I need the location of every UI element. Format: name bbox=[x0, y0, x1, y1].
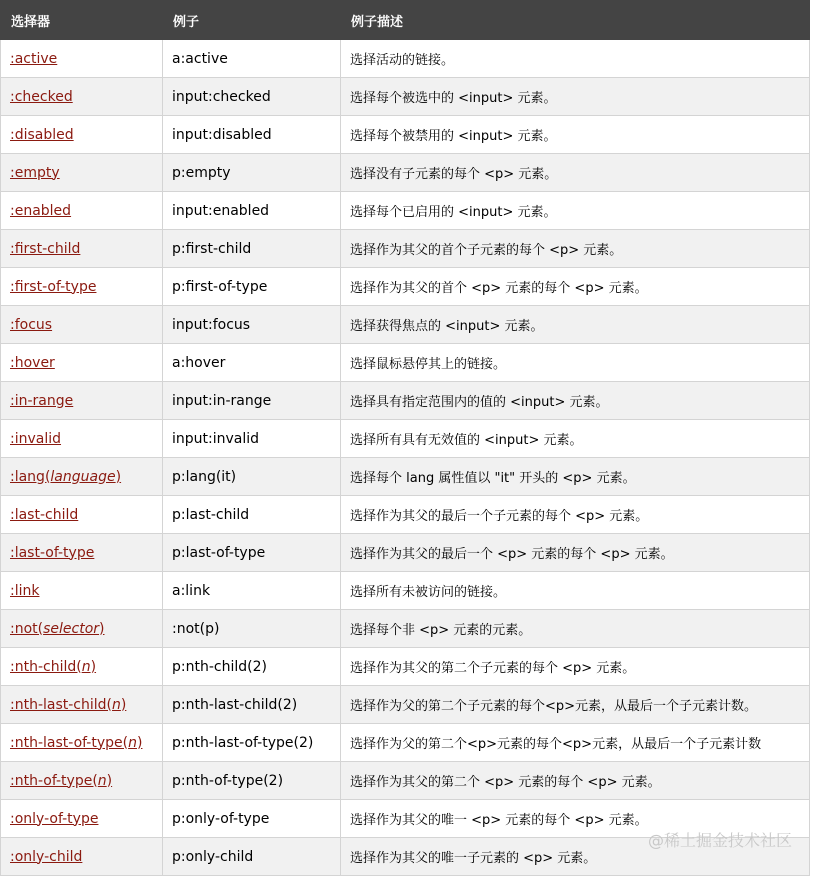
selector-link[interactable] bbox=[10, 469, 121, 485]
selector-close-paren: ) bbox=[90, 658, 97, 675]
selector-cell bbox=[1, 838, 163, 876]
selector-name: :checked bbox=[10, 88, 73, 105]
description-cell: 选择作为其父的第二个 <p> 元素的每个 <p> 元素。 bbox=[341, 762, 810, 800]
selector-cell bbox=[1, 458, 163, 496]
example-cell: input:invalid bbox=[163, 420, 341, 458]
description-cell: 选择作为其父的唯一 <p> 元素的每个 <p> 元素。 bbox=[341, 800, 810, 838]
table-row bbox=[1, 610, 810, 648]
selector-link[interactable] bbox=[10, 773, 112, 789]
selector-cell bbox=[1, 116, 163, 154]
selector-link[interactable] bbox=[10, 279, 96, 295]
description-cell: 选择作为父的第二个<p>元素的每个<p>元素，从最后一个子元素计数 bbox=[341, 724, 810, 762]
selector-close-paren: ) bbox=[136, 734, 143, 751]
description-cell: 选择鼠标悬停其上的链接。 bbox=[341, 344, 810, 382]
selector-cell bbox=[1, 420, 163, 458]
selector-link[interactable] bbox=[10, 659, 96, 675]
description-cell: 选择获得焦点的 <input> 元素。 bbox=[341, 306, 810, 344]
selector-name: :first-of-type bbox=[10, 278, 97, 295]
selector-cell bbox=[1, 610, 163, 648]
example-cell: p:nth-of-type(2) bbox=[163, 762, 341, 800]
selector-cell bbox=[1, 40, 163, 78]
description-cell: 选择每个已启用的 <input> 元素。 bbox=[341, 192, 810, 230]
selector-link[interactable] bbox=[10, 811, 98, 827]
example-cell: p:only-of-type bbox=[163, 800, 341, 838]
table-row bbox=[1, 534, 810, 572]
selector-link[interactable] bbox=[10, 507, 78, 523]
selector-argument: n bbox=[128, 734, 137, 751]
example-cell: p:empty bbox=[163, 154, 341, 192]
example-cell: p:lang(it) bbox=[163, 458, 341, 496]
selector-close-paren: ) bbox=[115, 468, 122, 485]
selector-link[interactable] bbox=[10, 545, 94, 561]
selector-link[interactable] bbox=[10, 203, 71, 219]
selector-argument: n bbox=[97, 772, 107, 789]
table-row bbox=[1, 116, 810, 154]
selector-close-paren: ) bbox=[106, 772, 113, 789]
selector-name: :link bbox=[10, 582, 40, 599]
selector-cell bbox=[1, 344, 163, 382]
selector-name: :last-of-type bbox=[10, 544, 95, 561]
selector-cell bbox=[1, 496, 163, 534]
selector-name: :last-child bbox=[10, 506, 79, 523]
description-cell: 选择活动的链接。 bbox=[341, 40, 810, 78]
selector-link[interactable] bbox=[10, 127, 74, 143]
description-cell: 选择所有具有无效值的 <input> 元素。 bbox=[341, 420, 810, 458]
header-example: 例子 bbox=[163, 1, 341, 40]
table-row bbox=[1, 78, 810, 116]
selector-name: :hover bbox=[10, 354, 55, 371]
example-cell: p:nth-last-of-type(2) bbox=[163, 724, 341, 762]
table-row bbox=[1, 648, 810, 686]
selector-name: :nth-last-child( bbox=[10, 696, 113, 713]
table-row bbox=[1, 40, 810, 78]
description-cell: 选择每个非 <p> 元素的元素。 bbox=[341, 610, 810, 648]
selector-name: :enabled bbox=[10, 202, 72, 219]
selector-link[interactable] bbox=[10, 735, 142, 751]
table-header-row bbox=[1, 1, 810, 40]
selector-name: :not( bbox=[10, 620, 44, 637]
selector-argument: selector bbox=[43, 620, 100, 637]
description-cell: 选择作为其父的首个 <p> 元素的每个 <p> 元素。 bbox=[341, 268, 810, 306]
selector-cell bbox=[1, 268, 163, 306]
example-cell: input:enabled bbox=[163, 192, 341, 230]
example-cell: a:active bbox=[163, 40, 341, 78]
example-cell: a:link bbox=[163, 572, 341, 610]
selector-link[interactable] bbox=[10, 241, 80, 257]
table-row bbox=[1, 686, 810, 724]
table-row bbox=[1, 268, 810, 306]
example-cell: p:nth-last-child(2) bbox=[163, 686, 341, 724]
example-cell: :not(p) bbox=[163, 610, 341, 648]
selector-link[interactable] bbox=[10, 393, 73, 409]
example-cell: input:checked bbox=[163, 78, 341, 116]
selector-cell bbox=[1, 648, 163, 686]
table-row bbox=[1, 306, 810, 344]
selector-link[interactable] bbox=[10, 697, 126, 713]
table-row bbox=[1, 420, 810, 458]
description-cell: 选择具有指定范围内的值的 <input> 元素。 bbox=[341, 382, 810, 420]
table-row bbox=[1, 382, 810, 420]
example-cell: input:disabled bbox=[163, 116, 341, 154]
selector-name: :lang( bbox=[10, 468, 51, 485]
description-cell: 选择每个被禁用的 <input> 元素。 bbox=[341, 116, 810, 154]
selector-argument: n bbox=[81, 658, 91, 675]
selector-cell bbox=[1, 534, 163, 572]
selector-cell bbox=[1, 230, 163, 268]
selector-link[interactable] bbox=[10, 431, 61, 447]
header-selector: 选择器 bbox=[1, 1, 163, 40]
table-row bbox=[1, 496, 810, 534]
selector-name: :nth-last-of-type( bbox=[10, 734, 129, 751]
selector-link[interactable] bbox=[10, 355, 55, 371]
selector-argument: language bbox=[50, 468, 116, 485]
table-row bbox=[1, 230, 810, 268]
selector-close-paren: ) bbox=[99, 620, 105, 637]
selector-name: :disabled bbox=[10, 126, 74, 143]
selector-cell bbox=[1, 192, 163, 230]
table-row bbox=[1, 192, 810, 230]
table-row bbox=[1, 458, 810, 496]
selector-name: :focus bbox=[10, 316, 53, 333]
description-cell: 选择作为其父的第二个子元素的每个 <p> 元素。 bbox=[341, 648, 810, 686]
selector-cell bbox=[1, 78, 163, 116]
example-cell: input:focus bbox=[163, 306, 341, 344]
header-description: 例子描述 bbox=[341, 1, 810, 40]
selector-name: :only-of-type bbox=[10, 810, 99, 827]
selector-name: :invalid bbox=[10, 430, 62, 447]
selector-link[interactable] bbox=[10, 849, 82, 865]
example-cell: p:first-child bbox=[163, 230, 341, 268]
selector-link[interactable] bbox=[10, 317, 52, 333]
selector-name: :active bbox=[10, 50, 58, 67]
example-cell: p:nth-child(2) bbox=[163, 648, 341, 686]
description-cell: 选择作为其父的最后一个 <p> 元素的每个 <p> 元素。 bbox=[341, 534, 810, 572]
selector-name: :in-range bbox=[10, 392, 74, 409]
description-cell: 选择每个 lang 属性值以 "it" 开头的 <p> 元素。 bbox=[341, 458, 810, 496]
table-row bbox=[1, 344, 810, 382]
selector-name: :first-child bbox=[10, 240, 81, 257]
table-row bbox=[1, 762, 810, 800]
selector-cell bbox=[1, 686, 163, 724]
table-row bbox=[1, 154, 810, 192]
selector-cell bbox=[1, 154, 163, 192]
example-cell: p:last-of-type bbox=[163, 534, 341, 572]
selector-argument: n bbox=[112, 696, 121, 713]
description-cell: 选择作为父的第二个子元素的每个<p>元素，从最后一个子元素计数。 bbox=[341, 686, 810, 724]
description-cell: 选择作为其父的首个子元素的每个 <p> 元素。 bbox=[341, 230, 810, 268]
selector-name: :nth-child( bbox=[10, 658, 82, 675]
selector-name: :empty bbox=[10, 164, 60, 181]
selector-link[interactable] bbox=[10, 89, 73, 105]
selector-cell bbox=[1, 800, 163, 838]
selector-cell bbox=[1, 382, 163, 420]
selector-link[interactable] bbox=[10, 583, 39, 599]
example-cell: input:in-range bbox=[163, 382, 341, 420]
selector-link[interactable] bbox=[10, 165, 60, 181]
selector-cell bbox=[1, 762, 163, 800]
selector-name: :only-child bbox=[10, 848, 83, 865]
description-cell: 选择所有未被访问的链接。 bbox=[341, 572, 810, 610]
selector-cell bbox=[1, 724, 163, 762]
example-cell: p:only-child bbox=[163, 838, 341, 876]
watermark: @稀土掘金技术社区 bbox=[647, 831, 792, 850]
selector-name: :nth-of-type( bbox=[10, 772, 98, 789]
table-row bbox=[1, 572, 810, 610]
example-cell: a:hover bbox=[163, 344, 341, 382]
selector-cell bbox=[1, 306, 163, 344]
description-cell: 选择作为其父的最后一个子元素的每个 <p> 元素。 bbox=[341, 496, 810, 534]
example-cell: p:last-child bbox=[163, 496, 341, 534]
selector-cell bbox=[1, 572, 163, 610]
example-cell: p:first-of-type bbox=[163, 268, 341, 306]
selector-link[interactable] bbox=[10, 621, 105, 637]
selector-link[interactable] bbox=[10, 51, 57, 67]
description-cell: 选择每个被选中的 <input> 元素。 bbox=[341, 78, 810, 116]
description-cell: 选择作为其父的唯一子元素的 <p> 元素。 bbox=[341, 838, 810, 876]
table-row bbox=[1, 724, 810, 762]
description-cell: 选择没有子元素的每个 <p> 元素。 bbox=[341, 154, 810, 192]
selector-close-paren: ) bbox=[120, 696, 127, 713]
